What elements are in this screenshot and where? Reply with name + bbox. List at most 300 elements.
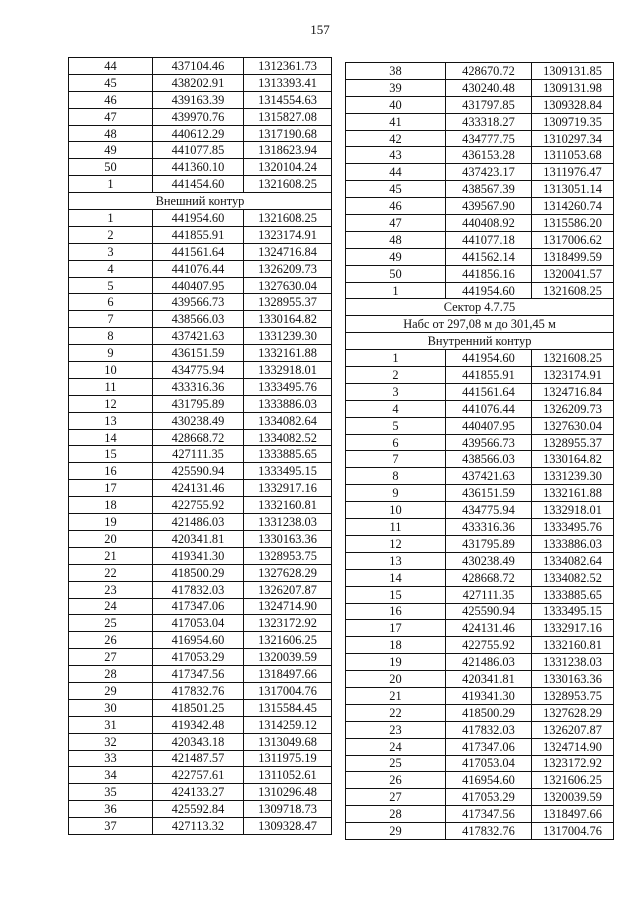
x-coordinate-cell: 417832.03 <box>446 721 532 738</box>
coordinate-row <box>69 429 332 446</box>
x-coordinate-cell: 437104.46 <box>153 58 244 75</box>
y-coordinate-cell: 1326207.87 <box>532 721 614 738</box>
coordinate-row <box>69 733 332 750</box>
x-coordinate-cell: 440407.95 <box>446 417 532 434</box>
coordinate-row <box>69 598 332 615</box>
point-number-cell: 16 <box>69 463 153 480</box>
coordinate-row <box>69 74 332 91</box>
y-coordinate-cell: 1331238.03 <box>532 654 614 671</box>
point-number-cell: 30 <box>69 699 153 716</box>
x-coordinate-cell: 439566.73 <box>446 434 532 451</box>
y-coordinate-cell: 1334082.64 <box>244 412 332 429</box>
y-coordinate-cell: 1332918.01 <box>244 362 332 379</box>
section-heading-row <box>346 316 614 333</box>
x-coordinate-cell: 436151.59 <box>446 485 532 502</box>
y-coordinate-cell: 1333886.03 <box>244 395 332 412</box>
x-coordinate-cell: 427111.35 <box>153 446 244 463</box>
point-number-cell: 4 <box>69 260 153 277</box>
x-coordinate-cell: 420341.81 <box>153 530 244 547</box>
x-coordinate-cell: 430238.49 <box>446 552 532 569</box>
y-coordinate-cell: 1333495.76 <box>244 378 332 395</box>
point-number-cell: 37 <box>69 818 153 835</box>
point-number-cell: 41 <box>346 113 446 130</box>
x-coordinate-cell: 417053.04 <box>153 615 244 632</box>
point-number-cell: 22 <box>69 564 153 581</box>
x-coordinate-cell: 419341.30 <box>153 547 244 564</box>
point-number-cell: 13 <box>346 552 446 569</box>
x-coordinate-cell: 441954.60 <box>446 282 532 299</box>
x-coordinate-cell: 425590.94 <box>446 603 532 620</box>
point-number-cell: 27 <box>69 649 153 666</box>
coordinate-row <box>69 514 332 531</box>
coordinate-row <box>69 750 332 767</box>
coordinate-row <box>346 248 614 265</box>
x-coordinate-cell: 424131.46 <box>446 620 532 637</box>
coordinate-row <box>346 637 614 654</box>
coordinate-row <box>346 569 614 586</box>
x-coordinate-cell: 416954.60 <box>446 772 532 789</box>
point-number-cell: 44 <box>69 58 153 75</box>
point-number-cell: 45 <box>346 181 446 198</box>
y-coordinate-cell: 1327628.29 <box>244 564 332 581</box>
point-number-cell: 18 <box>69 497 153 514</box>
y-coordinate-cell: 1332160.81 <box>244 497 332 514</box>
x-coordinate-cell: 424131.46 <box>153 480 244 497</box>
point-number-cell: 32 <box>69 733 153 750</box>
coordinates-table-right <box>345 62 614 840</box>
y-coordinate-cell: 1328953.75 <box>244 547 332 564</box>
coordinate-row <box>69 632 332 649</box>
x-coordinate-cell: 441454.60 <box>153 176 244 193</box>
y-coordinate-cell: 1318499.59 <box>532 248 614 265</box>
coordinate-row <box>69 784 332 801</box>
x-coordinate-cell: 441562.14 <box>446 248 532 265</box>
x-coordinate-cell: 430238.49 <box>153 412 244 429</box>
y-coordinate-cell: 1321608.25 <box>244 176 332 193</box>
point-number-cell: 46 <box>69 91 153 108</box>
point-number-cell: 48 <box>69 125 153 142</box>
point-number-cell: 21 <box>346 687 446 704</box>
x-coordinate-cell: 420343.18 <box>153 733 244 750</box>
coordinate-row <box>346 806 614 823</box>
point-number-cell: 48 <box>346 231 446 248</box>
point-number-cell: 49 <box>346 248 446 265</box>
coordinate-row <box>346 485 614 502</box>
x-coordinate-cell: 417347.06 <box>153 598 244 615</box>
y-coordinate-cell: 1323174.91 <box>532 367 614 384</box>
x-coordinate-cell: 419342.48 <box>153 716 244 733</box>
point-number-cell: 9 <box>69 345 153 362</box>
y-coordinate-cell: 1313049.68 <box>244 733 332 750</box>
point-number-cell: 19 <box>346 654 446 671</box>
coordinate-row <box>69 226 332 243</box>
coordinate-row <box>69 91 332 108</box>
x-coordinate-cell: 441076.44 <box>446 400 532 417</box>
y-coordinate-cell: 1331238.03 <box>244 514 332 531</box>
y-coordinate-cell: 1324716.84 <box>532 383 614 400</box>
y-coordinate-cell: 1317006.62 <box>532 231 614 248</box>
point-number-cell: 9 <box>346 485 446 502</box>
x-coordinate-cell: 434777.75 <box>446 130 532 147</box>
coordinate-row <box>346 755 614 772</box>
section-heading: Набс от 297,08 м до 301,45 м <box>346 316 614 333</box>
y-coordinate-cell: 1324714.90 <box>532 738 614 755</box>
x-coordinate-cell: 417053.29 <box>446 789 532 806</box>
coordinate-row <box>346 687 614 704</box>
y-coordinate-cell: 1332161.88 <box>532 485 614 502</box>
coordinate-row <box>69 801 332 818</box>
point-number-cell: 34 <box>69 767 153 784</box>
coordinate-row <box>346 738 614 755</box>
y-coordinate-cell: 1318623.94 <box>244 142 332 159</box>
y-coordinate-cell: 1333885.65 <box>532 586 614 603</box>
coordinate-row <box>69 530 332 547</box>
y-coordinate-cell: 1332161.88 <box>244 345 332 362</box>
coordinate-row <box>346 586 614 603</box>
coordinate-row <box>346 671 614 688</box>
x-coordinate-cell: 427111.35 <box>446 586 532 603</box>
x-coordinate-cell: 433316.36 <box>153 378 244 395</box>
coordinate-row <box>69 260 332 277</box>
x-coordinate-cell: 438567.39 <box>446 181 532 198</box>
coordinate-row <box>346 367 614 384</box>
coordinate-row <box>346 147 614 164</box>
coordinate-row <box>69 277 332 294</box>
y-coordinate-cell: 1334082.52 <box>532 569 614 586</box>
point-number-cell: 44 <box>346 164 446 181</box>
y-coordinate-cell: 1323174.91 <box>244 226 332 243</box>
coordinate-row <box>346 451 614 468</box>
coordinate-row <box>69 699 332 716</box>
x-coordinate-cell: 438202.91 <box>153 74 244 91</box>
point-number-cell: 46 <box>346 198 446 215</box>
x-coordinate-cell: 437423.17 <box>446 164 532 181</box>
y-coordinate-cell: 1326207.87 <box>244 581 332 598</box>
y-coordinate-cell: 1309131.85 <box>532 63 614 80</box>
point-number-cell: 21 <box>69 547 153 564</box>
point-number-cell: 2 <box>346 367 446 384</box>
point-number-cell: 22 <box>346 704 446 721</box>
point-number-cell: 16 <box>346 603 446 620</box>
x-coordinate-cell: 434775.94 <box>446 502 532 519</box>
point-number-cell: 8 <box>69 328 153 345</box>
point-number-cell: 1 <box>346 282 446 299</box>
y-coordinate-cell: 1315827.08 <box>244 108 332 125</box>
x-coordinate-cell: 417832.76 <box>153 682 244 699</box>
y-coordinate-cell: 1323172.92 <box>244 615 332 632</box>
point-number-cell: 10 <box>346 502 446 519</box>
x-coordinate-cell: 431797.85 <box>446 96 532 113</box>
y-coordinate-cell: 1312361.73 <box>244 58 332 75</box>
coordinate-row <box>69 125 332 142</box>
point-number-cell: 6 <box>346 434 446 451</box>
y-coordinate-cell: 1330163.36 <box>532 671 614 688</box>
coordinate-row <box>346 198 614 215</box>
coordinate-row <box>69 328 332 345</box>
point-number-cell: 12 <box>346 535 446 552</box>
x-coordinate-cell: 439566.73 <box>153 294 244 311</box>
coordinate-row <box>346 519 614 536</box>
point-number-cell: 18 <box>346 637 446 654</box>
x-coordinate-cell: 425592.84 <box>153 801 244 818</box>
y-coordinate-cell: 1309328.47 <box>244 818 332 835</box>
y-coordinate-cell: 1330164.82 <box>532 451 614 468</box>
point-number-cell: 23 <box>69 581 153 598</box>
y-coordinate-cell: 1327628.29 <box>532 704 614 721</box>
y-coordinate-cell: 1320104.24 <box>244 159 332 176</box>
point-number-cell: 25 <box>69 615 153 632</box>
x-coordinate-cell: 416954.60 <box>153 632 244 649</box>
y-coordinate-cell: 1310297.34 <box>532 130 614 147</box>
x-coordinate-cell: 421486.03 <box>153 514 244 531</box>
x-coordinate-cell: 436153.28 <box>446 147 532 164</box>
x-coordinate-cell: 439163.39 <box>153 91 244 108</box>
coordinate-row <box>346 654 614 671</box>
coordinate-row <box>69 564 332 581</box>
coordinate-row <box>69 716 332 733</box>
x-coordinate-cell: 417347.56 <box>153 666 244 683</box>
y-coordinate-cell: 1309719.35 <box>532 113 614 130</box>
point-number-cell: 38 <box>346 63 446 80</box>
point-number-cell: 33 <box>69 750 153 767</box>
point-number-cell: 17 <box>69 480 153 497</box>
y-coordinate-cell: 1317004.76 <box>244 682 332 699</box>
coordinate-row <box>346 63 614 80</box>
x-coordinate-cell: 425590.94 <box>153 463 244 480</box>
point-number-cell: 47 <box>346 215 446 232</box>
coordinate-row <box>346 468 614 485</box>
point-number-cell: 26 <box>346 772 446 789</box>
point-number-cell: 39 <box>346 79 446 96</box>
coordinate-row <box>69 294 332 311</box>
coordinate-row <box>346 789 614 806</box>
coordinate-row <box>69 108 332 125</box>
x-coordinate-cell: 439567.90 <box>446 198 532 215</box>
y-coordinate-cell: 1315584.45 <box>244 699 332 716</box>
coordinate-row <box>346 552 614 569</box>
point-number-cell: 20 <box>69 530 153 547</box>
y-coordinate-cell: 1323172.92 <box>532 755 614 772</box>
point-number-cell: 42 <box>346 130 446 147</box>
coordinate-row <box>69 767 332 784</box>
point-number-cell: 35 <box>69 784 153 801</box>
coordinate-row <box>69 412 332 429</box>
point-number-cell: 28 <box>69 666 153 683</box>
y-coordinate-cell: 1321608.25 <box>244 210 332 227</box>
y-coordinate-cell: 1315586.20 <box>532 215 614 232</box>
coordinate-row <box>69 463 332 480</box>
x-coordinate-cell: 441561.64 <box>446 383 532 400</box>
section-heading: Внутренний контур <box>346 333 614 350</box>
x-coordinate-cell: 417053.04 <box>446 755 532 772</box>
point-number-cell: 43 <box>346 147 446 164</box>
section-heading-row <box>346 299 614 316</box>
point-number-cell: 40 <box>346 96 446 113</box>
point-number-cell: 1 <box>69 176 153 193</box>
y-coordinate-cell: 1324714.90 <box>244 598 332 615</box>
y-coordinate-cell: 1328953.75 <box>532 687 614 704</box>
y-coordinate-cell: 1333495.15 <box>532 603 614 620</box>
section-heading: Сектор 4.7.75 <box>346 299 614 316</box>
x-coordinate-cell: 438566.03 <box>153 311 244 328</box>
point-number-cell: 1 <box>69 210 153 227</box>
coordinate-row <box>346 535 614 552</box>
y-coordinate-cell: 1321606.25 <box>532 772 614 789</box>
y-coordinate-cell: 1310296.48 <box>244 784 332 801</box>
coordinate-row <box>346 434 614 451</box>
coordinate-row <box>346 130 614 147</box>
y-coordinate-cell: 1314259.12 <box>244 716 332 733</box>
coordinate-row <box>69 142 332 159</box>
point-number-cell: 15 <box>69 446 153 463</box>
coordinate-row <box>346 215 614 232</box>
point-number-cell: 31 <box>69 716 153 733</box>
point-number-cell: 17 <box>346 620 446 637</box>
x-coordinate-cell: 422757.61 <box>153 767 244 784</box>
coordinate-row <box>69 446 332 463</box>
x-coordinate-cell: 419341.30 <box>446 687 532 704</box>
coordinate-row <box>69 497 332 514</box>
y-coordinate-cell: 1334082.64 <box>532 552 614 569</box>
point-number-cell: 14 <box>346 569 446 586</box>
coordinate-row <box>69 480 332 497</box>
point-number-cell: 23 <box>346 721 446 738</box>
point-number-cell: 29 <box>69 682 153 699</box>
point-number-cell: 26 <box>69 632 153 649</box>
coordinate-row <box>346 282 614 299</box>
point-number-cell: 24 <box>346 738 446 755</box>
coordinate-row <box>69 345 332 362</box>
coordinate-row <box>346 113 614 130</box>
coordinate-row <box>69 378 332 395</box>
page-number: 157 <box>310 22 330 37</box>
x-coordinate-cell: 428670.72 <box>446 63 532 80</box>
coordinate-row <box>346 772 614 789</box>
x-coordinate-cell: 427113.32 <box>153 818 244 835</box>
y-coordinate-cell: 1330164.82 <box>244 311 332 328</box>
point-number-cell: 10 <box>69 362 153 379</box>
y-coordinate-cell: 1327630.04 <box>244 277 332 294</box>
y-coordinate-cell: 1311976.47 <box>532 164 614 181</box>
y-coordinate-cell: 1331239.30 <box>532 468 614 485</box>
x-coordinate-cell: 418500.29 <box>153 564 244 581</box>
x-coordinate-cell: 424133.27 <box>153 784 244 801</box>
coordinate-row <box>69 649 332 666</box>
coordinate-row <box>69 666 332 683</box>
coordinate-row <box>346 721 614 738</box>
x-coordinate-cell: 421486.03 <box>446 654 532 671</box>
x-coordinate-cell: 438566.03 <box>446 451 532 468</box>
coordinate-row <box>69 818 332 835</box>
y-coordinate-cell: 1309328.84 <box>532 96 614 113</box>
coordinate-row <box>69 362 332 379</box>
section-heading: Внешний контур <box>69 193 332 210</box>
point-number-cell: 13 <box>69 412 153 429</box>
point-number-cell: 14 <box>69 429 153 446</box>
coordinate-row <box>346 383 614 400</box>
x-coordinate-cell: 418500.29 <box>446 704 532 721</box>
coordinate-row <box>346 231 614 248</box>
point-number-cell: 19 <box>69 514 153 531</box>
point-number-cell: 25 <box>346 755 446 772</box>
coordinate-row <box>346 164 614 181</box>
y-coordinate-cell: 1318497.66 <box>532 806 614 823</box>
coordinate-row <box>69 615 332 632</box>
y-coordinate-cell: 1311052.61 <box>244 767 332 784</box>
point-number-cell: 5 <box>69 277 153 294</box>
x-coordinate-cell: 441855.91 <box>446 367 532 384</box>
y-coordinate-cell: 1311975.19 <box>244 750 332 767</box>
x-coordinate-cell: 441076.44 <box>153 260 244 277</box>
y-coordinate-cell: 1332917.16 <box>532 620 614 637</box>
point-number-cell: 50 <box>69 159 153 176</box>
coordinate-row <box>346 79 614 96</box>
x-coordinate-cell: 433316.36 <box>446 519 532 536</box>
x-coordinate-cell: 440407.95 <box>153 277 244 294</box>
x-coordinate-cell: 421487.57 <box>153 750 244 767</box>
point-number-cell: 3 <box>346 383 446 400</box>
x-coordinate-cell: 440612.29 <box>153 125 244 142</box>
y-coordinate-cell: 1320039.59 <box>244 649 332 666</box>
y-coordinate-cell: 1318497.66 <box>244 666 332 683</box>
x-coordinate-cell: 434775.94 <box>153 362 244 379</box>
x-coordinate-cell: 430240.48 <box>446 79 532 96</box>
coordinate-row <box>69 581 332 598</box>
coordinate-row <box>69 159 332 176</box>
point-number-cell: 24 <box>69 598 153 615</box>
point-number-cell: 11 <box>69 378 153 395</box>
point-number-cell: 6 <box>69 294 153 311</box>
point-number-cell: 11 <box>346 519 446 536</box>
y-coordinate-cell: 1334082.52 <box>244 429 332 446</box>
x-coordinate-cell: 417832.03 <box>153 581 244 598</box>
y-coordinate-cell: 1320041.57 <box>532 265 614 282</box>
point-number-cell: 8 <box>346 468 446 485</box>
point-number-cell: 47 <box>69 108 153 125</box>
point-number-cell: 3 <box>69 243 153 260</box>
x-coordinate-cell: 431795.89 <box>446 535 532 552</box>
coordinate-row <box>346 620 614 637</box>
point-number-cell: 20 <box>346 671 446 688</box>
x-coordinate-cell: 428668.72 <box>446 569 532 586</box>
y-coordinate-cell: 1317190.68 <box>244 125 332 142</box>
section-heading-row <box>69 193 332 210</box>
x-coordinate-cell: 441954.60 <box>446 350 532 367</box>
point-number-cell: 2 <box>69 226 153 243</box>
y-coordinate-cell: 1311053.68 <box>532 147 614 164</box>
x-coordinate-cell: 433318.27 <box>446 113 532 130</box>
coordinate-row <box>346 350 614 367</box>
point-number-cell: 50 <box>346 265 446 282</box>
y-coordinate-cell: 1320039.59 <box>532 789 614 806</box>
coordinate-row <box>69 58 332 75</box>
x-coordinate-cell: 422755.92 <box>153 497 244 514</box>
y-coordinate-cell: 1327630.04 <box>532 417 614 434</box>
x-coordinate-cell: 418501.25 <box>153 699 244 716</box>
y-coordinate-cell: 1313051.14 <box>532 181 614 198</box>
y-coordinate-cell: 1333886.03 <box>532 535 614 552</box>
coordinate-row <box>69 210 332 227</box>
point-number-cell: 4 <box>346 400 446 417</box>
x-coordinate-cell: 441954.60 <box>153 210 244 227</box>
coordinate-row <box>346 603 614 620</box>
x-coordinate-cell: 441077.18 <box>446 231 532 248</box>
y-coordinate-cell: 1324716.84 <box>244 243 332 260</box>
point-number-cell: 7 <box>346 451 446 468</box>
coordinate-row <box>69 176 332 193</box>
x-coordinate-cell: 441077.85 <box>153 142 244 159</box>
coordinate-row <box>346 704 614 721</box>
